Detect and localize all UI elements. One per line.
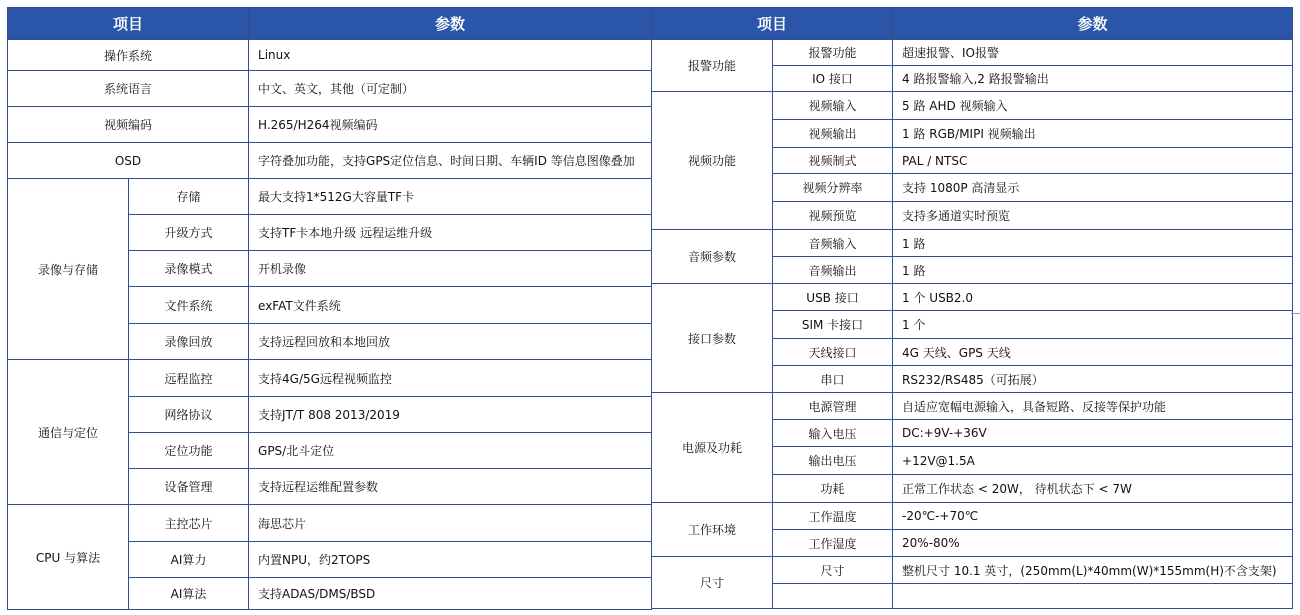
row-value: 正常工作状态 < 20W， 待机状态下 < 7W [893, 475, 1293, 503]
row-value: 最大支持1*512G大容量TF卡 [249, 179, 652, 215]
row-label [773, 584, 893, 609]
table-row [8, 107, 652, 143]
row-value: 内置NPU，约2TOPS [249, 542, 652, 578]
table-row [8, 360, 652, 397]
row-label: 视频分辨率 [773, 174, 893, 202]
row-label: 录像模式 [129, 251, 249, 287]
row-label: SIM 卡接口 [773, 311, 893, 339]
row-label: 定位功能 [129, 433, 249, 469]
row-label: 工作湿度 [773, 530, 893, 557]
row-value [893, 584, 1293, 609]
row-label: 报警功能 [773, 40, 893, 66]
group-label: 工作环境 [652, 503, 773, 557]
table-row [652, 230, 1293, 257]
row-value: 1 路 RGB/MIPI 视频输出 [893, 120, 1293, 148]
row-label: 录像回放 [129, 324, 249, 360]
row-value: 支持 1080P 高清显示 [893, 174, 1293, 202]
row-label: 输入电压 [773, 420, 893, 447]
right-header-row [652, 8, 1293, 40]
row-value: 整机尺寸 10.1 英寸，(250mm(L)*40mm(W)*155mm(H)不含支架) [893, 557, 1293, 584]
row-value: 自适应宽幅电源输入，具备短路、反接等保护功能 [893, 393, 1293, 420]
row-value: 支持多通道实时预览 [893, 202, 1293, 230]
row-label: 音频输入 [773, 230, 893, 257]
row-label: 天线接口 [773, 339, 893, 366]
row-value: 1 个 USB2.0 [893, 284, 1293, 311]
group-label: 接口参数 [652, 284, 773, 393]
row-label: 音频输出 [773, 257, 893, 284]
row-value: 4 路报警输入,2 路报警输出 [893, 66, 1293, 92]
table-row [652, 40, 1293, 66]
left-header-param: 参数 [249, 8, 652, 40]
table-row [652, 284, 1293, 311]
row-value: 1 路 [893, 230, 1293, 257]
group-label: 视频功能 [652, 92, 773, 230]
table-row [8, 505, 652, 542]
left-spec-table [7, 7, 652, 610]
row-label: 设备管理 [129, 469, 249, 505]
group-label: 报警功能 [652, 40, 773, 92]
row-label: AI算法 [129, 578, 249, 610]
row-value: 字符叠加功能，支持GPS定位信息、时间日期、车辆ID 等信息图像叠加 [249, 143, 652, 179]
row-value: 支持远程回放和本地回放 [249, 324, 652, 360]
table-row [652, 393, 1293, 420]
row-value: Linux [249, 40, 652, 71]
row-label: 工作温度 [773, 503, 893, 530]
row-label: IO 接口 [773, 66, 893, 92]
row-value: DC:+9V-+36V [893, 420, 1293, 447]
row-value: 超速报警、IO报警 [893, 40, 1293, 66]
row-value: exFAT文件系统 [249, 287, 652, 324]
row-value: H.265/H264视频编码 [249, 107, 652, 143]
row-value: 1 路 [893, 257, 1293, 284]
row-value: 支持TF卡本地升级 远程运维升级 [249, 215, 652, 251]
row-value: PAL / NTSC [893, 148, 1293, 174]
table-row [652, 557, 1293, 584]
row-value: +12V@1.5A [893, 447, 1293, 475]
row-label: 功耗 [773, 475, 893, 503]
table-row [8, 71, 652, 107]
row-value: -20℃-+70℃ [893, 503, 1293, 530]
group-label: 尺寸 [652, 557, 773, 609]
left-header-item: 项目 [8, 8, 249, 40]
row-value: GPS/北斗定位 [249, 433, 652, 469]
row-label: 操作系统 [8, 40, 249, 71]
row-label: 视频输出 [773, 120, 893, 148]
row-value: 20%-80% [893, 530, 1293, 557]
row-value: 中文、英文，其他（可定制） [249, 71, 652, 107]
row-value: RS232/RS485（可拓展） [893, 366, 1293, 393]
row-label: 升级方式 [129, 215, 249, 251]
row-label: 系统语言 [8, 71, 249, 107]
row-label: 视频制式 [773, 148, 893, 174]
row-label: 视频输入 [773, 92, 893, 120]
row-value: 支持4G/5G远程视频监控 [249, 360, 652, 397]
row-label: 电源管理 [773, 393, 893, 420]
row-value: 4G 天线、GPS 天线 [893, 339, 1293, 366]
row-label: 主控芯片 [129, 505, 249, 542]
right-header-param: 参数 [893, 8, 1293, 40]
row-label: 存储 [129, 179, 249, 215]
row-label: 文件系统 [129, 287, 249, 324]
group-label: CPU 与算法 [8, 505, 129, 610]
edge-divider-line [1291, 313, 1300, 314]
table-row [8, 179, 652, 215]
row-value: 支持远程运维配置参数 [249, 469, 652, 505]
table-row [8, 40, 652, 71]
row-label: 输出电压 [773, 447, 893, 475]
row-label: AI算力 [129, 542, 249, 578]
group-label: 音频参数 [652, 230, 773, 284]
row-label: OSD [8, 143, 249, 179]
row-value: 开机录像 [249, 251, 652, 287]
left-header-row [8, 8, 652, 40]
row-label: 视频预览 [773, 202, 893, 230]
table-row [8, 143, 652, 179]
group-label: 录像与存储 [8, 179, 129, 360]
row-value: 支持JT/T 808 2013/2019 [249, 397, 652, 433]
row-label: 视频编码 [8, 107, 249, 143]
table-row [652, 503, 1293, 530]
table-row [652, 92, 1293, 120]
right-header-item: 项目 [652, 8, 893, 40]
row-label: USB 接口 [773, 284, 893, 311]
row-label: 串口 [773, 366, 893, 393]
row-value: 海思芯片 [249, 505, 652, 542]
group-label: 通信与定位 [8, 360, 129, 505]
row-label: 尺寸 [773, 557, 893, 584]
group-label: 电源及功耗 [652, 393, 773, 503]
row-value: 5 路 AHD 视频输入 [893, 92, 1293, 120]
row-value: 支持ADAS/DMS/BSD [249, 578, 652, 610]
row-label: 远程监控 [129, 360, 249, 397]
right-spec-table [651, 7, 1293, 609]
row-label: 网络协议 [129, 397, 249, 433]
row-value: 1 个 [893, 311, 1293, 339]
